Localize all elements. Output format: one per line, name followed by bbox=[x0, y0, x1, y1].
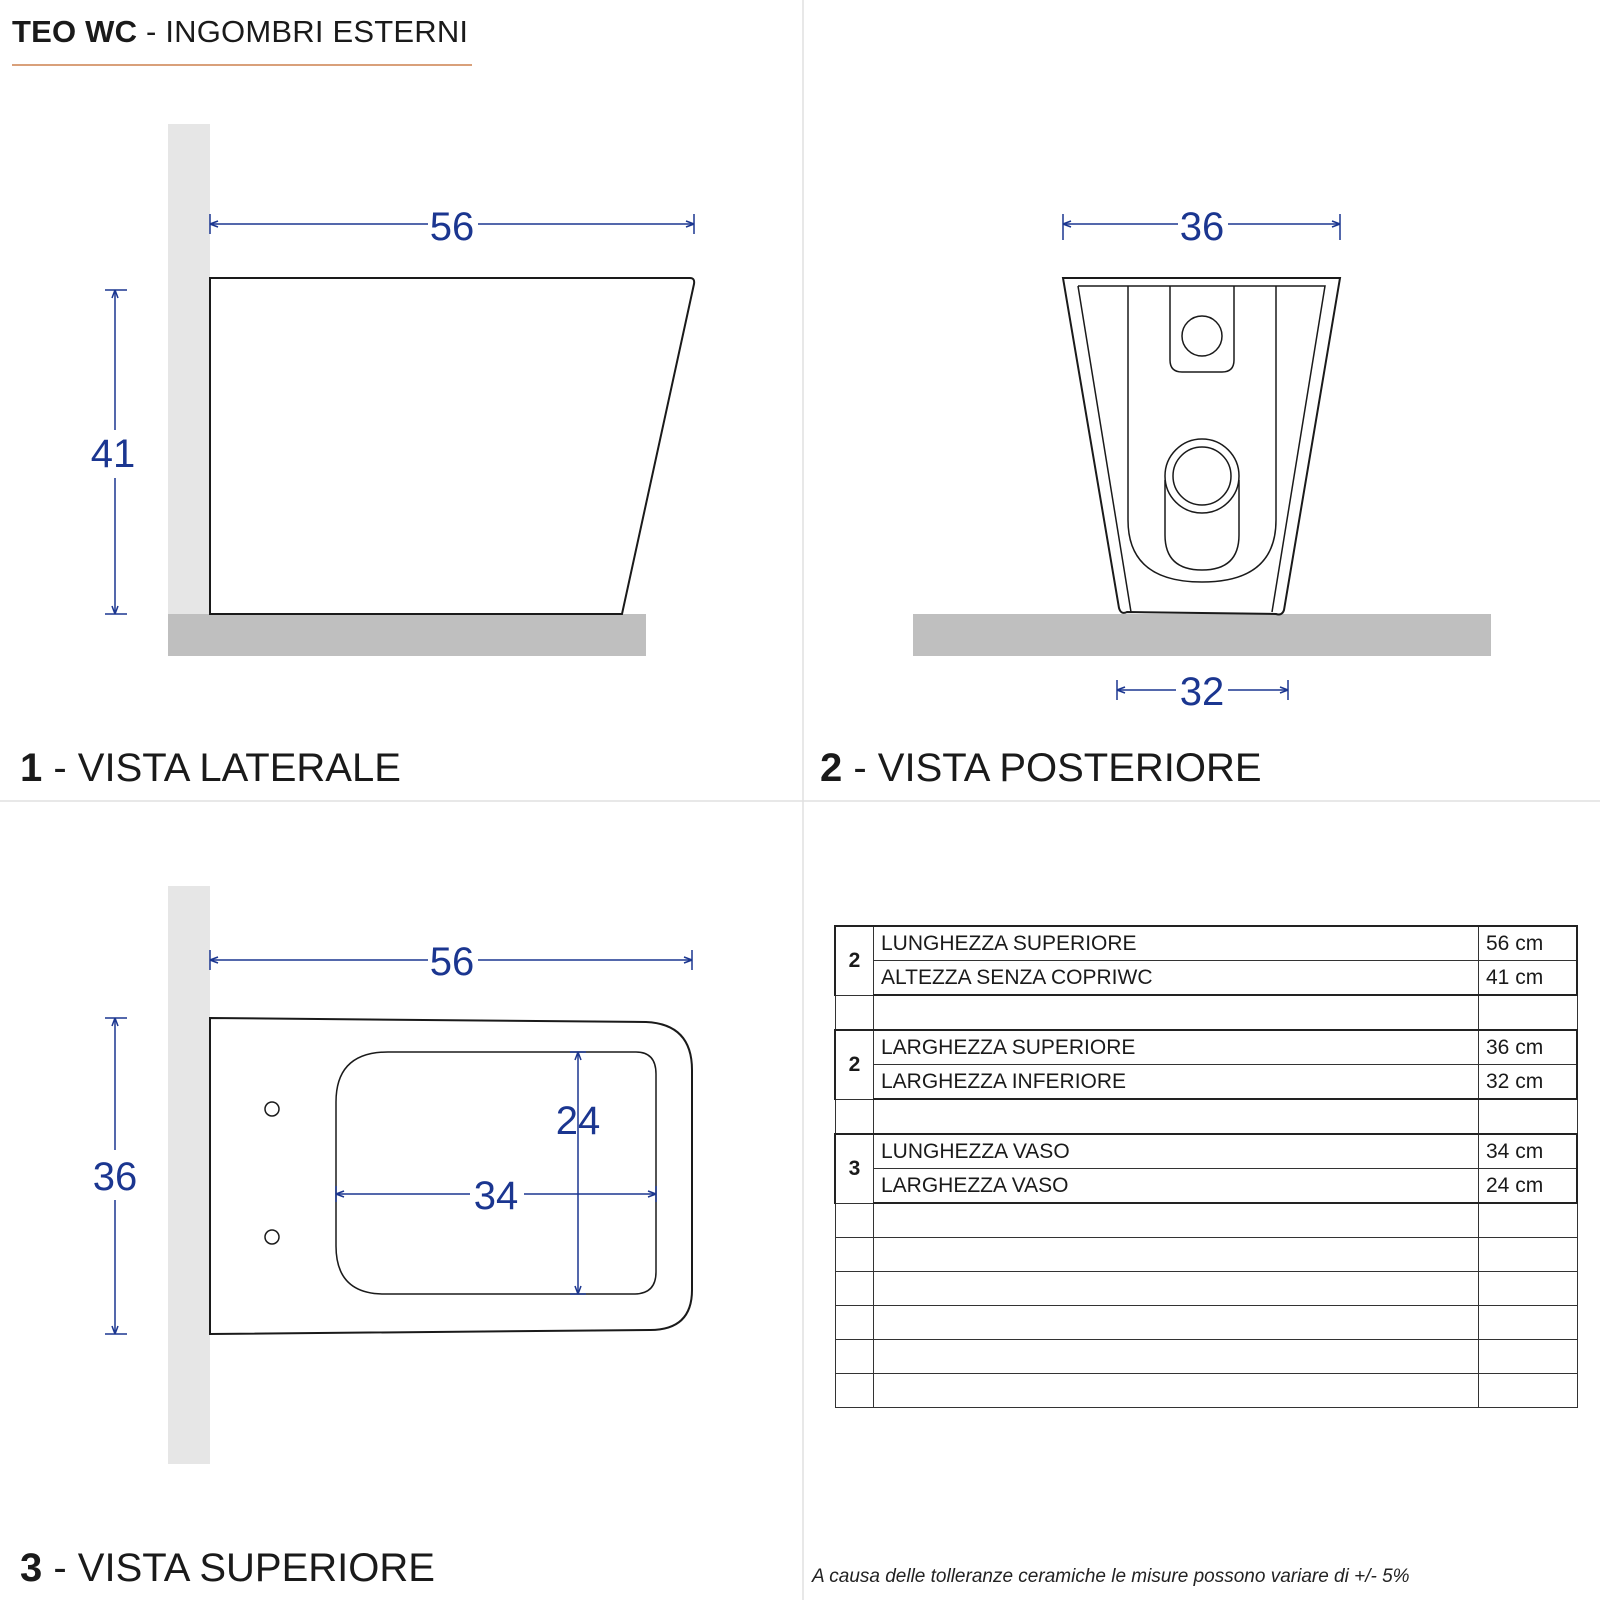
caption-top-view bbox=[20, 1546, 435, 1591]
table-row bbox=[835, 1099, 1577, 1134]
top-length-label: 56 bbox=[429, 940, 475, 984]
dimensions-table bbox=[834, 925, 1578, 1408]
rear-top-width-label: 36 bbox=[1179, 205, 1225, 249]
group-number bbox=[835, 1340, 874, 1374]
caption-rear-view bbox=[820, 746, 1262, 791]
rear-bottom-width-label: 32 bbox=[1179, 670, 1225, 714]
caption-number: 3 bbox=[20, 1546, 43, 1590]
row-label: LARGHEZZA VASO bbox=[874, 1169, 1479, 1204]
side-view bbox=[91, 124, 694, 656]
wc-top-outline bbox=[210, 1018, 692, 1334]
row-value bbox=[1479, 1099, 1578, 1134]
caption-number: 1 bbox=[20, 746, 43, 790]
caption-text: - VISTA POSTERIORE bbox=[842, 746, 1262, 790]
caption-side-view bbox=[20, 746, 401, 791]
bowl-length-label: 34 bbox=[473, 1174, 519, 1218]
group-number bbox=[835, 1272, 874, 1306]
row-value: 56 cm bbox=[1479, 926, 1578, 961]
top-view bbox=[93, 886, 692, 1464]
group-number bbox=[835, 1238, 874, 1272]
row-label bbox=[874, 1306, 1479, 1340]
row-value: 32 cm bbox=[1479, 1065, 1578, 1100]
group-number: 3 bbox=[835, 1134, 874, 1203]
row-label bbox=[874, 1203, 1479, 1238]
table-row bbox=[835, 1203, 1577, 1238]
drain-outer-ring bbox=[1165, 439, 1239, 513]
table-row bbox=[835, 1238, 1577, 1272]
table-row bbox=[835, 1134, 1577, 1169]
row-value: 36 cm bbox=[1479, 1030, 1578, 1065]
row-value: 41 cm bbox=[1479, 961, 1578, 996]
table-row bbox=[835, 1374, 1577, 1408]
group-number bbox=[835, 1099, 874, 1134]
row-label: LUNGHEZZA VASO bbox=[874, 1134, 1479, 1169]
row-value: 34 cm bbox=[1479, 1134, 1578, 1169]
row-value: 24 cm bbox=[1479, 1169, 1578, 1204]
table-row bbox=[835, 1340, 1577, 1374]
caption-text: - VISTA LATERALE bbox=[42, 746, 401, 790]
row-label: ALTEZZA SENZA COPRIWC bbox=[874, 961, 1479, 996]
row-label bbox=[874, 1238, 1479, 1272]
bowl-width-label: 24 bbox=[555, 1099, 601, 1143]
row-label bbox=[874, 1374, 1479, 1408]
row-value bbox=[1479, 1238, 1578, 1272]
row-label: LUNGHEZZA SUPERIORE bbox=[874, 926, 1479, 961]
group-number bbox=[835, 1306, 874, 1340]
floor bbox=[913, 614, 1491, 656]
table-row bbox=[835, 961, 1577, 996]
table-row bbox=[835, 1306, 1577, 1340]
row-label bbox=[874, 1099, 1479, 1134]
wall bbox=[168, 124, 210, 614]
row-label: LARGHEZZA INFERIORE bbox=[874, 1065, 1479, 1100]
row-value bbox=[1479, 1340, 1578, 1374]
brand-name: TEO WC bbox=[12, 14, 138, 49]
table-row bbox=[835, 1030, 1577, 1065]
group-number: 2 bbox=[835, 1030, 874, 1099]
group-number bbox=[835, 995, 874, 1030]
group-number bbox=[835, 1203, 874, 1238]
row-value bbox=[1479, 1374, 1578, 1408]
row-value bbox=[1479, 1272, 1578, 1306]
row-label bbox=[874, 995, 1479, 1030]
table-row bbox=[835, 926, 1577, 961]
row-value bbox=[1479, 1203, 1578, 1238]
side-length-label: 56 bbox=[429, 205, 475, 249]
tolerance-note: A causa delle tolleranze ceramiche le misure possono variare di +/- 5% bbox=[812, 1566, 1410, 1587]
page-subtitle: INGOMBRI ESTERNI bbox=[165, 14, 469, 49]
row-label bbox=[874, 1272, 1479, 1306]
floor bbox=[168, 614, 646, 656]
wc-side-profile bbox=[210, 278, 694, 614]
title-separator: - bbox=[137, 14, 166, 49]
wall bbox=[168, 886, 210, 1464]
caption-number: 2 bbox=[820, 746, 843, 790]
table-row bbox=[835, 1169, 1577, 1204]
row-value bbox=[1479, 1306, 1578, 1340]
group-number: 2 bbox=[835, 926, 874, 995]
side-height-label: 41 bbox=[90, 432, 136, 476]
top-width-label: 36 bbox=[92, 1155, 138, 1199]
table-row bbox=[835, 995, 1577, 1030]
table-row bbox=[835, 1065, 1577, 1100]
group-number bbox=[835, 1374, 874, 1408]
row-label: LARGHEZZA SUPERIORE bbox=[874, 1030, 1479, 1065]
row-label bbox=[874, 1340, 1479, 1374]
rear-view bbox=[913, 205, 1491, 714]
table-row bbox=[835, 1272, 1577, 1306]
caption-text: - VISTA SUPERIORE bbox=[42, 1546, 435, 1590]
row-value bbox=[1479, 995, 1578, 1030]
